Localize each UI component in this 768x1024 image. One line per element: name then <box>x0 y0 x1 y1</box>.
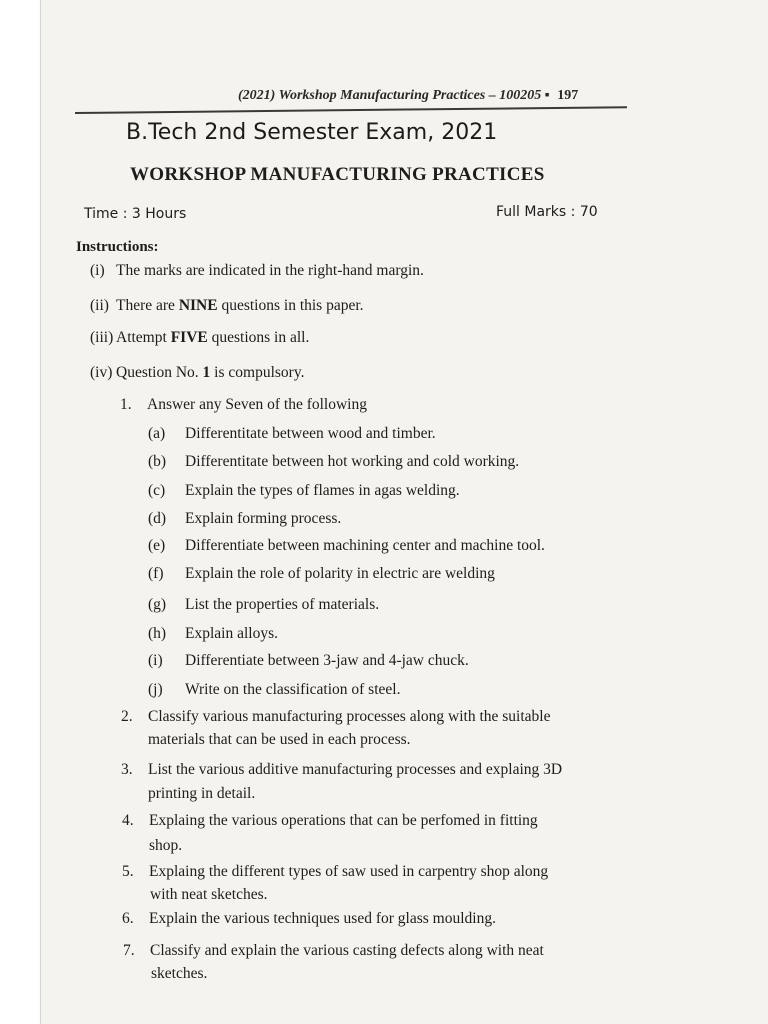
subpart-label: (h) <box>148 625 167 642</box>
subpart-text: Explain the types of flames in agas welding. <box>185 482 460 499</box>
question-item <box>121 761 562 779</box>
subpart-label: (d) <box>148 510 167 527</box>
subpart <box>148 537 545 555</box>
subject-title: WORKSHOP MANUFACTURING PRACTICES <box>130 164 545 185</box>
subpart-label: (e) <box>148 537 166 554</box>
subpart-text: Differentiate between machining center and machine tool. <box>185 537 545 554</box>
instruction-text-end: is compulsory. <box>210 364 305 381</box>
question-continuation: printing in detail. <box>148 785 256 802</box>
full-marks-label: Full Marks : 70 <box>496 204 598 220</box>
exam-title: B.Tech 2nd Semester Exam, 2021 <box>126 120 498 145</box>
time-label: Time : 3 Hours <box>84 206 187 222</box>
question-line-1: Explaing the different types of saw used in carpentry shop along <box>149 863 549 880</box>
question-item <box>123 942 544 960</box>
subpart <box>148 652 469 670</box>
question-line-1: Classify various manufacturing processes along with the suitable <box>148 708 551 725</box>
subpart-text: Explain forming process. <box>185 510 342 527</box>
instruction-item <box>90 364 304 382</box>
instruction-label: (ii) <box>90 297 109 314</box>
question-line-1: Explain the various techniques used for glass moulding. <box>149 910 496 927</box>
question-line-1: Explaing the various operations that can be perfomed in fitting <box>149 812 538 829</box>
instruction-text-end: questions in this paper. <box>217 297 364 314</box>
subpart-text: Differentiate between 3-jaw and 4-jaw chuck. <box>185 652 469 669</box>
instruction-text: Question No. <box>116 364 203 381</box>
running-head-bullet: ▪ <box>544 88 550 103</box>
instruction-label: (iii) <box>90 329 114 346</box>
subpart-text: Write on the classification of steel. <box>185 681 401 698</box>
subpart-text: Explain the role of polarity in electric are welding <box>185 565 495 582</box>
instruction-text-end: questions in all. <box>207 329 310 346</box>
instruction-text: Attempt <box>116 329 171 346</box>
subpart-text: Differentitate between wood and timber. <box>185 425 436 442</box>
instruction-label: (i) <box>90 262 105 279</box>
subpart <box>148 565 495 583</box>
subpart-label: (a) <box>148 425 166 442</box>
question-number: 7. <box>123 942 135 959</box>
subpart <box>148 510 341 528</box>
instruction-bold: FIVE <box>170 329 208 346</box>
question-item <box>122 812 538 830</box>
instruction-bold: NINE <box>178 297 218 314</box>
subpart-label: (j) <box>148 681 163 698</box>
page-number: 197 <box>557 88 579 103</box>
question-continuation: shop. <box>149 837 183 854</box>
instructions-heading: Instructions: <box>76 239 159 255</box>
subpart <box>148 625 278 643</box>
question-item <box>122 863 548 881</box>
subpart <box>148 596 379 614</box>
instruction-text: There are <box>116 297 179 314</box>
instruction-item <box>90 297 364 315</box>
subpart-label: (b) <box>148 453 167 470</box>
question-1 <box>120 396 367 414</box>
question-line-1: Classify and explain the various casting defects along with neat <box>150 942 544 959</box>
running-head <box>238 88 628 104</box>
subpart <box>148 482 460 500</box>
question-continuation: sketches. <box>151 965 208 982</box>
question-number: 5. <box>122 863 134 880</box>
subpart-label: (f) <box>148 565 164 582</box>
subpart <box>148 681 400 699</box>
subpart <box>148 453 519 471</box>
subpart-text: Differentitate between hot working and cold working. <box>185 453 520 470</box>
question-continuation: materials that can be used in each process. <box>148 731 411 748</box>
question-number: 4. <box>122 812 134 829</box>
question-number: 1. <box>120 396 132 413</box>
subpart-label: (c) <box>148 482 166 499</box>
subpart-label: (g) <box>148 596 167 613</box>
instruction-text: The marks are indicated in the right-hand margin. <box>116 262 424 279</box>
question-number: 6. <box>122 910 134 927</box>
question-number: 2. <box>121 708 133 725</box>
question-line-1: List the various additive manufacturing processes and explaing 3D <box>148 761 563 778</box>
question-item <box>121 708 550 726</box>
running-head-text: (2021) Workshop Manufacturing Practices – 100205 <box>238 88 542 103</box>
instruction-bold: 1 <box>202 364 211 381</box>
subpart-label: (i) <box>148 652 163 669</box>
question-item <box>122 910 496 928</box>
instruction-label: (iv) <box>90 364 113 381</box>
instruction-item <box>90 262 424 280</box>
subpart-text: Explain alloys. <box>185 625 278 642</box>
question-number: 3. <box>121 761 133 778</box>
question-continuation: with neat sketches. <box>150 886 268 903</box>
subpart <box>148 425 436 443</box>
subpart-text: List the properties of materials. <box>185 596 380 613</box>
question-text: Answer any Seven of the following <box>147 396 367 413</box>
instruction-item <box>90 329 309 347</box>
